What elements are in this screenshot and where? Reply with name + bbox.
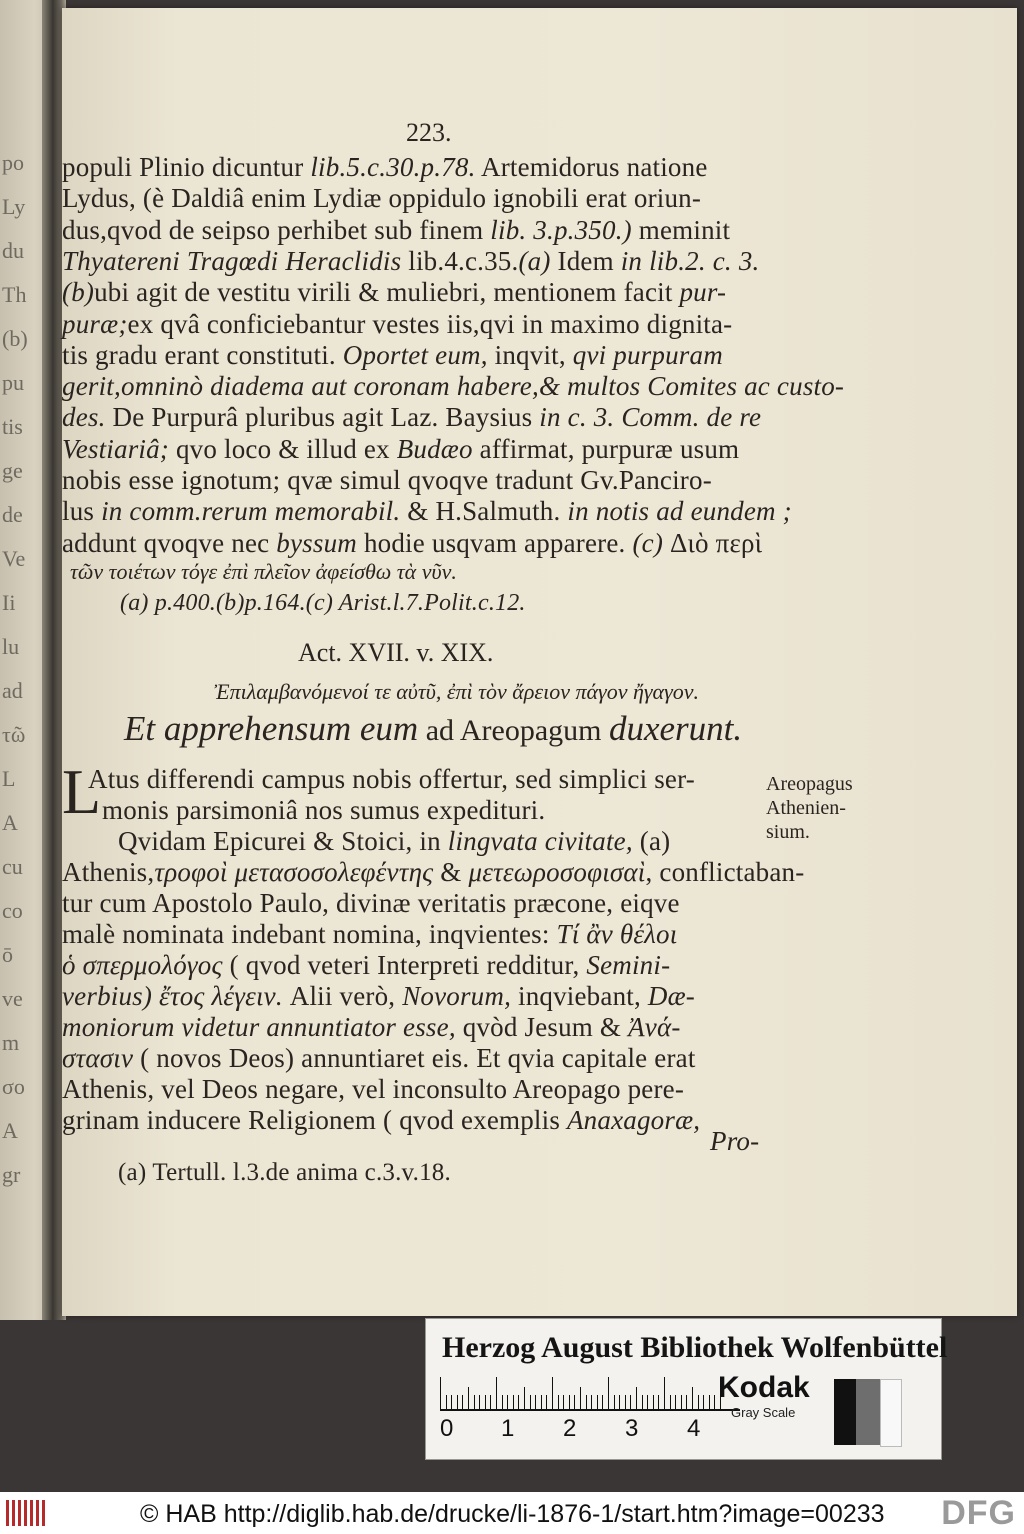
- left-page-fragment: pu: [2, 370, 24, 395]
- scale-tick: [513, 1395, 514, 1409]
- scale-tick: [558, 1395, 559, 1409]
- footer-bar: [0, 1492, 1024, 1534]
- scale-tick: [692, 1387, 693, 1409]
- marginal-line: Areopagus: [766, 773, 853, 795]
- scale-tick: [502, 1395, 503, 1409]
- text-segment: μετεωροσοφισαὶ: [468, 857, 646, 887]
- left-page-fragment: Ii: [2, 590, 16, 615]
- left-page-fragment: lu: [2, 634, 20, 659]
- text-segment: lus: [62, 496, 102, 527]
- scale-tick: [591, 1395, 592, 1409]
- greek-quote-line: τῶν τοιέτων τόγε ἐπὶ πλεῖον ἀφείσθω τὰ νῦν.: [70, 559, 457, 584]
- left-page-fragment: po: [2, 150, 24, 175]
- scale-tick: [507, 1395, 508, 1409]
- text-line: [62, 921, 677, 948]
- scale-tick: [630, 1395, 631, 1409]
- text-line: [62, 1107, 700, 1134]
- text-segment: Novorum,: [402, 981, 512, 1011]
- text-line: [62, 859, 804, 886]
- text-segment: malè nominata indebant nomina, inqvientes:: [62, 919, 557, 949]
- text-segment: & H.Salmuth.: [400, 496, 568, 527]
- scale-tick: [658, 1395, 659, 1409]
- text-segment: lib. 3.p.350.): [490, 214, 632, 245]
- text-segment: ὁ σπερμολόγος: [62, 950, 223, 980]
- text-segment: tis gradu erant constituti.: [62, 339, 343, 370]
- text-segment: lingvata civitate,: [447, 826, 633, 856]
- footnote-bottom: (a) Tertull. l.3.de anima c.3.v.18.: [118, 1159, 451, 1186]
- scale-tick: [619, 1395, 620, 1409]
- scale-tick: [569, 1395, 570, 1409]
- scale-tick: [586, 1395, 587, 1409]
- scale-tick: [574, 1395, 575, 1409]
- scale-tick: [552, 1377, 553, 1409]
- text-line: [62, 185, 701, 212]
- text-segment: Τί ἂν θέλοι: [556, 919, 678, 949]
- text-segment: in lib.2. c. 3.: [620, 245, 760, 276]
- scale-tick: [490, 1395, 491, 1409]
- section-title: [124, 711, 742, 746]
- text-segment: qvo loco & illud ex: [169, 433, 397, 464]
- text-segment: (a): [632, 826, 671, 856]
- left-page-fragment: gr: [2, 1162, 21, 1187]
- text-segment: ubi agit de vestitu virili & muliebri, mentionem facit: [94, 277, 680, 308]
- text-segment: affirmat, purpuræ usum: [472, 433, 740, 464]
- text-segment: des.: [62, 402, 106, 433]
- text-segment: Atus differendi campus nobis offertur, sed simplici ser-: [88, 764, 695, 794]
- text-line: [62, 339, 723, 370]
- scale-tick: [602, 1395, 603, 1409]
- left-page-fragment: Ve: [2, 546, 26, 571]
- text-segment: byssum: [276, 527, 357, 558]
- text-segment: Ἀνά-: [628, 1012, 681, 1042]
- page-number: 223.: [406, 118, 452, 147]
- text-line: [62, 1076, 684, 1103]
- scale-tick: [541, 1395, 542, 1409]
- scale-tick: [462, 1395, 463, 1409]
- text-line: [62, 373, 844, 400]
- scale-tick: [647, 1395, 648, 1409]
- left-page-fragment: ve: [2, 986, 23, 1011]
- text-line: [62, 214, 731, 245]
- text-segment: dus,qvod de seipso perhibet sub finem: [62, 214, 491, 245]
- left-page-fragment: co: [2, 898, 23, 923]
- text-line: [62, 308, 733, 339]
- left-page-fragment: de: [2, 502, 23, 527]
- scale-tick: [625, 1395, 626, 1409]
- text-segment: &: [433, 857, 469, 887]
- text-segment: ἔτος λέγειν.: [159, 981, 283, 1011]
- scale-tick: [524, 1387, 525, 1409]
- text-line: [118, 828, 670, 855]
- left-page-fragment: cu: [2, 854, 23, 879]
- left-page-fragment: (b): [2, 326, 28, 351]
- measurement-scale: [440, 1377, 740, 1411]
- text-line: [62, 1045, 696, 1072]
- gray-patch-mid: [856, 1379, 880, 1445]
- text-line: [62, 952, 670, 979]
- left-page-fragment: tis: [2, 414, 23, 439]
- text-segment: qvi purpuram: [572, 339, 723, 370]
- scale-number: 0: [440, 1415, 454, 1442]
- scale-tick: [546, 1395, 547, 1409]
- scale-tick: [675, 1395, 676, 1409]
- left-page-fragment: du: [2, 238, 24, 263]
- footer-url[interactable]: © HAB http://diglib.hab.de/drucke/li-1876-1/start.htm?image=00233: [140, 1500, 885, 1528]
- scale-tick: [597, 1395, 598, 1409]
- left-page-fragment: m: [2, 1030, 20, 1055]
- scale-tick: [563, 1395, 564, 1409]
- text-line: [62, 467, 712, 494]
- text-segment: monis parsimoniâ nos sumus expedituri.: [102, 795, 546, 825]
- text-segment: Athenis, vel Deos negare, vel inconsulto Areopago pere-: [62, 1074, 685, 1104]
- left-page-fragment: L: [2, 766, 16, 791]
- text-line: [62, 245, 760, 276]
- scale-tick: [664, 1377, 665, 1409]
- scale-tick: [686, 1395, 687, 1409]
- text-line: [88, 766, 695, 793]
- scale-tick: [496, 1377, 497, 1409]
- text-segment: , conflictaban-: [645, 857, 805, 887]
- text-segment: Lydus, (: [62, 183, 153, 214]
- text-segment: (a): [518, 245, 551, 276]
- text-segment: De Purpurâ pluribus agit Laz. Baysius: [105, 402, 540, 433]
- title-segment: duxerunt.: [608, 709, 743, 748]
- kodak-logo: Kodak: [718, 1371, 810, 1404]
- text-segment: è Daldiâ enim Lydiæ oppidulo ignobili erat oriun-: [152, 183, 702, 214]
- scale-tick: [714, 1395, 715, 1409]
- scale-tick: [698, 1395, 699, 1409]
- text-segment: Oportet eum,: [342, 339, 488, 370]
- scale-tick: [479, 1395, 480, 1409]
- text-segment: Anaxagoræ,: [566, 1105, 701, 1135]
- left-page-fragment: A: [2, 810, 18, 835]
- text-segment: τροφοὶ μετασοσολεφέντης: [154, 857, 434, 887]
- text-segment: lib.5.c.30.p.78.: [310, 152, 476, 182]
- text-segment: Idem: [550, 245, 621, 276]
- text-line: [62, 527, 763, 558]
- scale-number: 4: [687, 1415, 701, 1442]
- text-segment: (c): [632, 527, 664, 558]
- text-segment: qvòd Jesum &: [455, 1012, 629, 1042]
- scale-tick: [535, 1395, 536, 1409]
- title-segment: Et apprehensum eum: [124, 709, 419, 748]
- scale-number: 3: [625, 1415, 639, 1442]
- dfg-logo: DFG: [941, 1494, 1016, 1532]
- text-segment: (b): [62, 277, 95, 308]
- left-page-fragment: ad: [2, 678, 23, 703]
- scale-tick: [451, 1395, 452, 1409]
- text-segment: Vestiariâ;: [62, 433, 169, 464]
- scale-tick: [709, 1395, 710, 1409]
- scale-tick: [518, 1395, 519, 1409]
- text-segment: [152, 981, 159, 1011]
- text-segment: meminit: [631, 214, 731, 245]
- scale-tick: [485, 1395, 486, 1409]
- section-heading: Act. XVII. v. XIX.: [298, 638, 494, 667]
- scale-tick: [446, 1395, 447, 1409]
- text-segment: hodie usqvam apparere.: [357, 527, 633, 558]
- text-segment: in notis ad eundem ;: [567, 496, 792, 527]
- gray-scale-label: Gray Scale: [731, 1405, 796, 1420]
- text-segment: gerit,omninò diadema aut coronam habere,& multos Comites ac custo-: [62, 371, 845, 402]
- text-segment: Athenis,: [62, 857, 155, 887]
- marginal-note: [766, 772, 853, 844]
- scale-tick: [670, 1395, 671, 1409]
- left-page-fragment: Ly: [2, 194, 26, 219]
- text-segment: ex qvâ conficiebantur vestes iis,qvi in maximo dignita-: [127, 308, 733, 339]
- left-page-fragment: ō: [2, 942, 13, 967]
- marginal-line: sium.: [766, 821, 810, 843]
- text-segment: στασιν: [62, 1043, 134, 1073]
- text-segment: inqviebant,: [511, 981, 648, 1011]
- scale-tick: [653, 1395, 654, 1409]
- text-segment: populi Plinio dicuntur: [62, 152, 311, 182]
- library-title: Herzog August Bibliothek Wolfenbüttel: [442, 1331, 948, 1364]
- text-line: [102, 797, 545, 824]
- text-segment: tur cum Apostolo Paulo, divinæ veritatis præcone, eiqve: [62, 888, 680, 918]
- text-line: [62, 279, 726, 306]
- text-line: [62, 404, 761, 431]
- scale-tick: [580, 1387, 581, 1409]
- text-segment: puræ;: [62, 308, 128, 339]
- text-segment: pur-: [679, 277, 727, 308]
- text-segment: addunt qvoqve nec: [62, 527, 277, 558]
- left-page-fragment: Th: [2, 282, 27, 307]
- text-segment: grinam inducere Religionem ( qvod exemplis: [62, 1105, 567, 1135]
- text-segment: Artemidorus natione: [475, 152, 708, 182]
- scale-tick: [457, 1395, 458, 1409]
- text-line: [62, 983, 695, 1010]
- gray-patch-white: [880, 1379, 902, 1447]
- scale-tick: [530, 1395, 531, 1409]
- text-segment: Budæo: [396, 433, 473, 464]
- text-segment: in c. 3. Comm. de re: [539, 402, 762, 433]
- scale-tick: [474, 1395, 475, 1409]
- book-page: [62, 8, 1017, 1316]
- text-segment: lib.4.c.35.: [401, 245, 519, 276]
- library-label: [425, 1318, 948, 1460]
- text-segment: Thyatereni Tragœdi Heraclidis: [62, 245, 402, 276]
- greek-heading: Ἐπιλαμβανόμενοί τε αὐτῦ, ἐπὶ τὸν ἄρειον πάγον ἤγαγον.: [214, 679, 700, 704]
- text-line: [62, 1014, 681, 1041]
- scale-tick: [681, 1395, 682, 1409]
- scale-tick: [608, 1377, 609, 1409]
- text-segment: verbius): [62, 981, 153, 1011]
- gray-patch-black: [834, 1379, 856, 1445]
- title-segment: ad Areopagum: [418, 714, 609, 747]
- text-line: [62, 433, 740, 464]
- text-segment: Dæ-: [647, 981, 695, 1011]
- text-segment: Διὸ περὶ: [663, 527, 763, 558]
- text-line: [62, 154, 708, 181]
- left-page-fragment: τῶ: [2, 722, 26, 747]
- scale-number: 2: [563, 1415, 577, 1442]
- catchword: Pro-: [710, 1126, 760, 1156]
- scale-tick: [468, 1387, 469, 1409]
- marginal-line: Athenien-: [766, 797, 846, 819]
- scale-tick: [614, 1395, 615, 1409]
- drop-cap: L: [62, 756, 102, 827]
- scale-tick: [636, 1387, 637, 1409]
- text-segment: Semini-: [586, 950, 671, 980]
- text-segment: in comm.rerum memorabil.: [101, 496, 401, 527]
- footnote-top: (a) p.400.(b)p.164.(c) Arist.l.7.Polit.c.12.: [120, 590, 526, 616]
- text-segment: inqvit,: [487, 339, 573, 370]
- text-segment: Alii verò,: [282, 981, 403, 1011]
- text-segment: Qvidam Epicurei & Stoici, in: [118, 826, 448, 856]
- left-page-fragment: ge: [2, 458, 23, 483]
- text-segment: nobis esse ignotum; qvæ simul qvoqve tradunt Gv.Panciro-: [62, 465, 712, 495]
- text-line: [62, 498, 792, 525]
- text-line: [62, 890, 680, 917]
- scale-number: 1: [501, 1415, 515, 1442]
- text-segment: ( qvod veteri Interpreti redditur,: [222, 950, 587, 980]
- scale-tick: [642, 1395, 643, 1409]
- text-segment: moniorum videtur annuntiator esse,: [62, 1012, 456, 1042]
- left-page-fragment: σο: [2, 1074, 25, 1099]
- text-segment: ( novos Deos) annuntiaret eis. Et qvia capitale erat: [133, 1043, 696, 1073]
- hab-logo-icon: [6, 1500, 48, 1526]
- scale-tick: [440, 1377, 441, 1409]
- scale-tick: [703, 1395, 704, 1409]
- left-page-fragment: A: [2, 1118, 18, 1143]
